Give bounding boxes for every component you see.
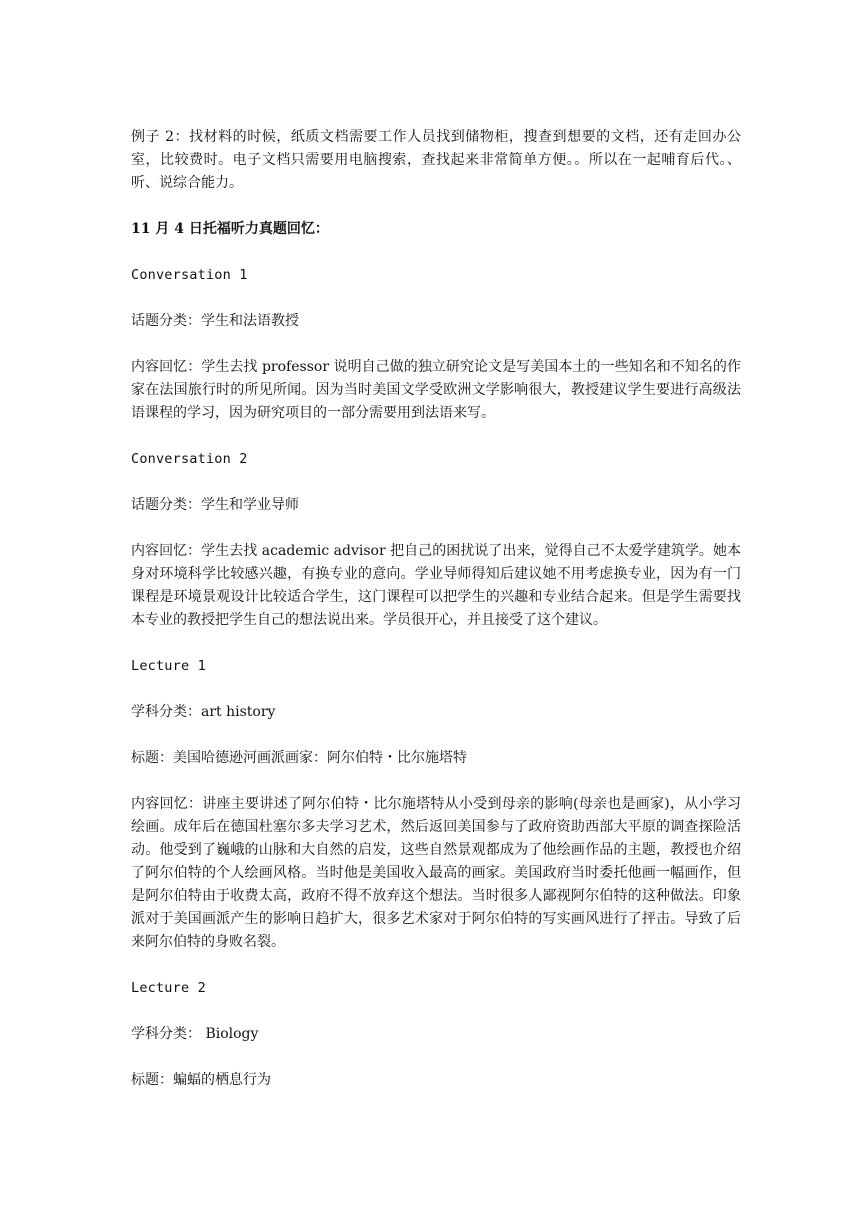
conversation-1-topic: 话题分类：学生和法语教授 [131, 313, 299, 329]
lecture-2-title: 标题：蝙蝠的栖息行为 [131, 1072, 271, 1088]
conversation-1-label: Conversation 1 [131, 267, 248, 283]
lecture-2-label: Lecture 2 [131, 980, 206, 996]
conversation-2-topic: 话题分类：学生和学业导师 [131, 497, 299, 513]
section-title: 11 月 4 日托福听力真题回忆： [131, 221, 329, 237]
lecture-2-subject: 学科分类： Biology [131, 1026, 259, 1042]
lecture-1-title: 标题：美国哈德逊河画派画家：阿尔伯特・比尔施塔特 [131, 750, 467, 766]
example-2-paragraph: 例子 2：找材料的时候，纸质文档需要工作人员找到储物柜，搜查到想要的文档，还有走回办公室，比较费时。电子文档只需要用电脑搜索，查找起来非常简单方便。。所以在一起哺育后代。、听、说综合能力。 [131, 129, 741, 191]
lecture-1-content: 内容回忆：讲座主要讲述了阿尔伯特・比尔施塔特从小受到母亲的影响(母亲也是画家)，从小学习绘画。成年后在德国杜塞尔多夫学习艺术，然后返回美国参与了政府资助西部大平原的调查探险活动。他受到了巍峨的山脉和大自然的启发，这些自然景观都成为了他绘画作品的主题，教授也介绍了阿尔伯特的个人绘画风格。当时他是美国收入最高的画家。美国政府当时委托他画一幅画作，但是阿尔伯特由于收费太高，政府不得不放弃这个想法。当时很多人鄙视阿尔伯特的这种做法。印象派对于美国画派产生的影响日趋扩大，很多艺术家对于阿尔伯特的写实画风进行了抨击。导致了后来阿尔伯特的身败名裂。 [131, 796, 741, 950]
lecture-1-subject: 学科分类：art history [131, 704, 276, 720]
conversation-2-label: Conversation 2 [131, 451, 248, 467]
document-page [131, 126, 741, 1115]
conversation-2-content: 内容回忆：学生去找 academic advisor 把自己的困扰说了出来，觉得自己不太爱学建筑学。她本身对环境科学比较感兴趣，有换专业的意向。学业导师得知后建议她不用考虑换专业，因为有一门课程是环境景观设计比较适合学生，这门课程可以把学生的兴趣和专业结合起来。但是学生需要找本专业的教授把学生自己的想法说出来。学员很开心，并且接受了这个建议。 [131, 543, 741, 628]
lecture-1-label: Lecture 1 [131, 658, 206, 674]
conversation-1-content: 内容回忆：学生去找 professor 说明自己做的独立研究论文是写美国本土的一些知名和不知名的作家在法国旅行时的所见所闻。因为当时美国文学受欧洲文学影响很大，教授建议学生要进行高级法语课程的学习，因为研究项目的一部分需要用到法语来写。 [131, 359, 741, 421]
